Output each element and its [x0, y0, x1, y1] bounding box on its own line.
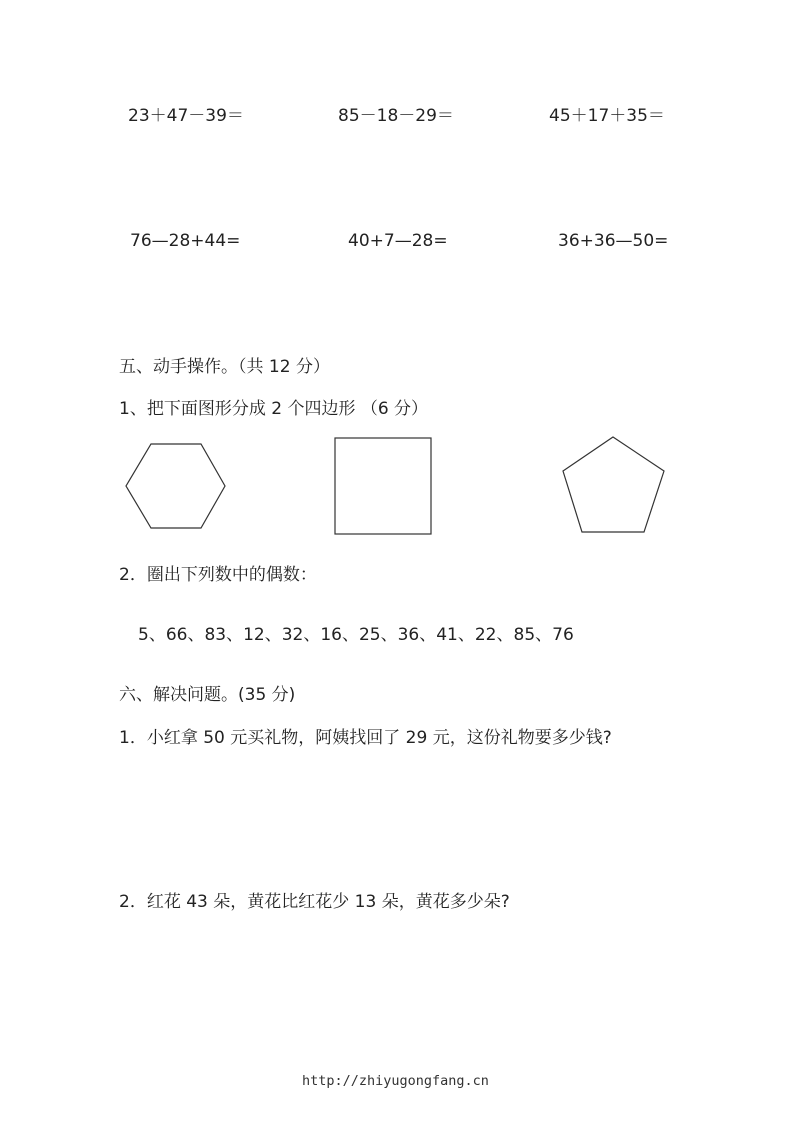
equation-2-3: 36+36—50= [558, 231, 669, 251]
section-5-title: 五、动手操作。（共 12 分） [119, 357, 330, 377]
section-6-title: 六、解决问题。(35 分) [119, 685, 296, 705]
hexagon [126, 444, 225, 528]
section-6-question-2: 2．红花 43 朵，黄花比红花少 13 朵，黄花多少朵? [119, 892, 510, 912]
pentagon [563, 437, 664, 532]
equation-1-2: 85－18－29＝ [338, 106, 454, 126]
section-5-question-2: 2．圈出下列数中的偶数： [119, 565, 317, 585]
square [335, 438, 431, 534]
section-6-question-1: 1．小红拿 50 元买礼物，阿姨找回了 29 元，这份礼物要多少钱? [119, 728, 612, 748]
equation-1-1: 23＋47－39＝ [128, 106, 244, 126]
even-number-list: 5、66、83、12、32、16、25、36、41、22、85、76 [138, 625, 574, 645]
footer-url[interactable]: http://zhiyugongfang.cn [302, 1073, 489, 1089]
equation-2-2: 40+7—28= [348, 231, 448, 251]
equation-1-3: 45＋17＋35＝ [549, 106, 665, 126]
section-5-question-1: 1、把下面图形分成 2 个四边形 （6 分） [119, 399, 429, 419]
equation-2-1: 76—28+44= [130, 231, 241, 251]
